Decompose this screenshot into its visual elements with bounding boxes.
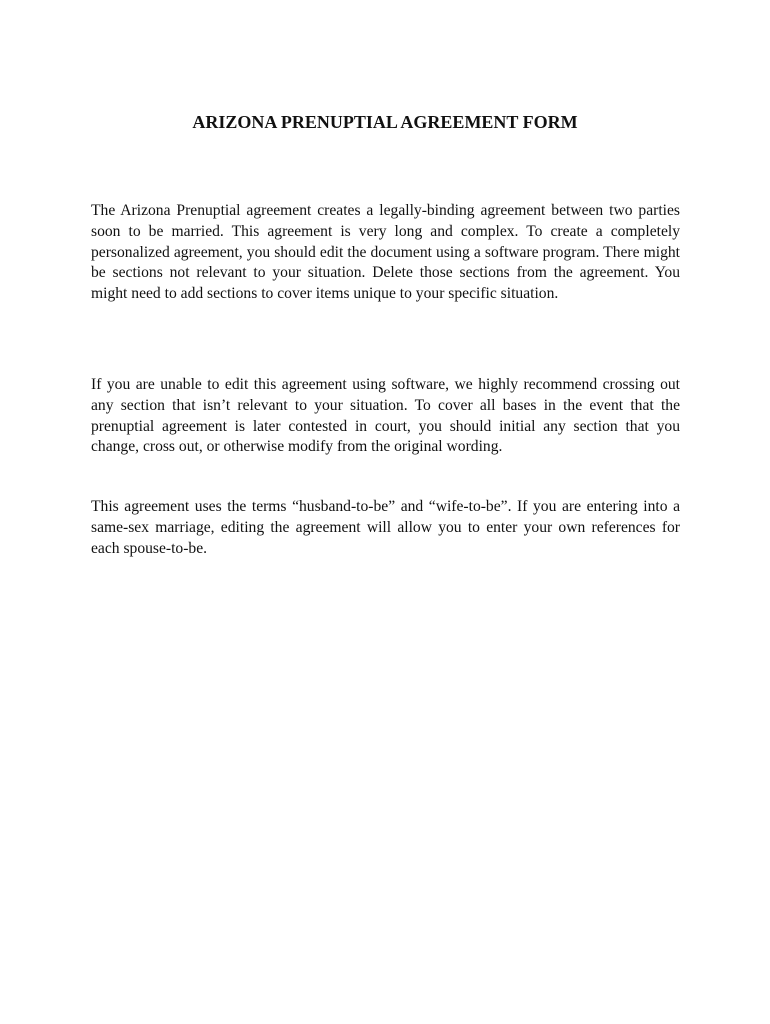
page-title: ARIZONA PRENUPTIAL AGREEMENT FORM: [192, 112, 578, 132]
intro-paragraph: The Arizona Prenuptial agreement creates a legally-binding agreement between two parties soon to be married. This agreement is very long and complex. To create a completely personalized agreement, you should edit the document using a software program. There might be sections not relevant to your situation. Delete those sections from the agreement. You might need to add sections to cover items unique to your specific situation.: [91, 202, 680, 303]
editing-instructions-paragraph: If you are unable to edit this agreement using software, we highly recommend crossing out any section that isn’t relevant to your situation. To cover all bases in the event that the prenuptial agreement is later contested in court, you should initial any section that you change, cross out, or otherwise modify from the original wording.: [91, 376, 680, 456]
terms-paragraph: This agreement uses the terms “husband-to-be” and “wife-to-be”. If you are entering into a same-sex marriage, editing the agreement will allow you to enter your own references for each spouse-to-be.: [91, 498, 680, 557]
